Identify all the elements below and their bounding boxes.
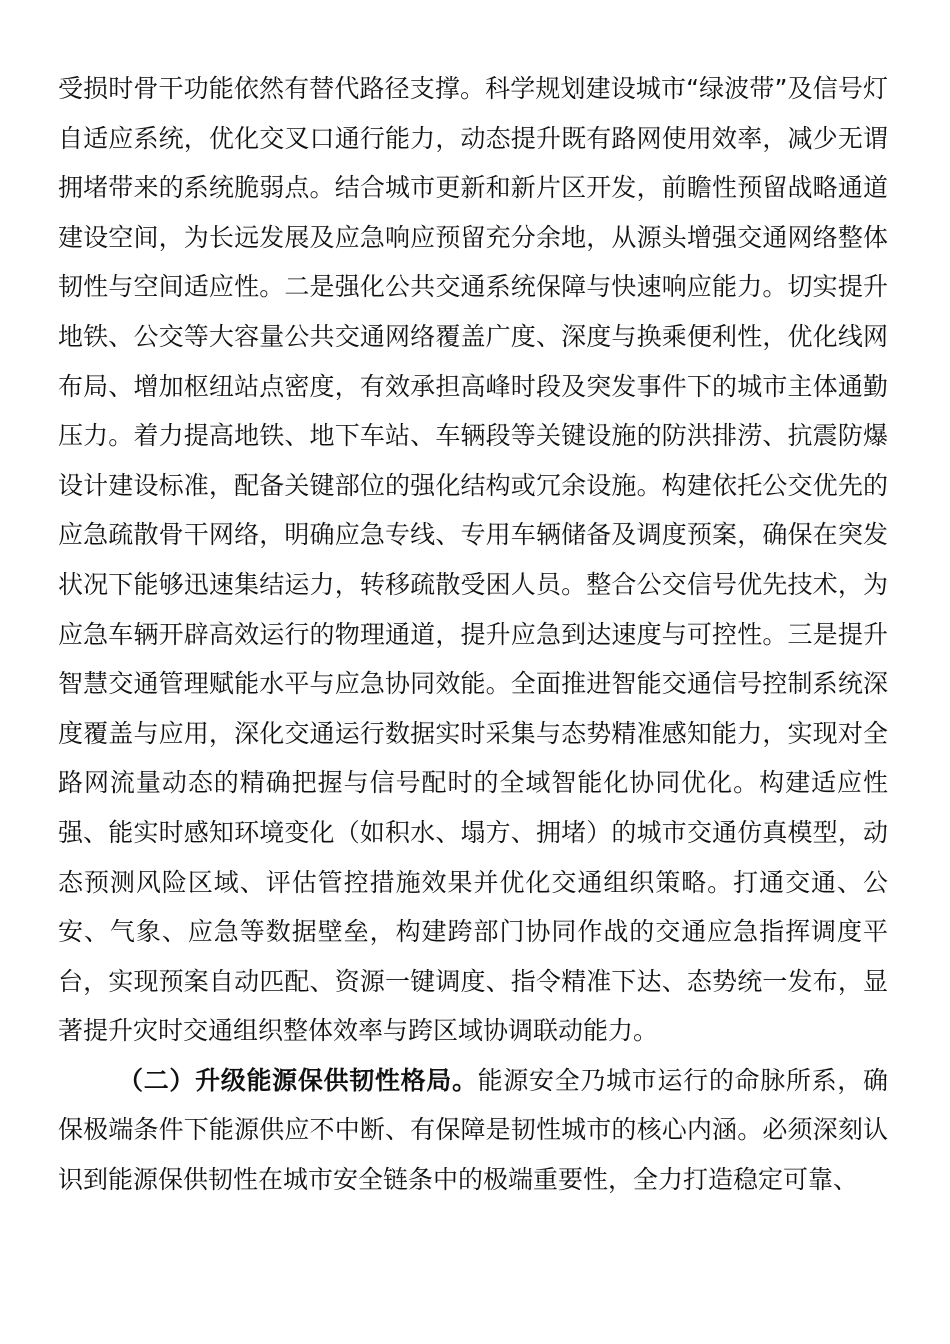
section-heading-energy: （二）升级能源保供韧性格局。 — [118, 1065, 478, 1095]
paragraph-transport-resilience: 受损时骨干功能依然有替代路径支撑。科学规划建设城市“绿波带”及信号灯自适应系统，优化交叉口通行能力，动态提升既有路网使用效率，减少无谓拥堵带来的系统脆弱点。结合城市更新和新片区开发，前瞻性预留战略通道建设空间，为长远发展及应急响应预留充分余地，从源头增强交通网络整体韧性与空间适应性。二是强化公共交通系统保障与快速响应能力。切实提升地铁、公交等大容量公共交通网络覆盖广度、深度与换乘便利性，优化线网布局、增加枢纽站点密度，有效承担高峰时段及突发事件下的城市主体通勤压力。着力提高地铁、地下车站、车辆段等关键设施的防洪排涝、抗震防爆设计建设标准，配备关键部位的强化结构或冗余设施。构建依托公交优先的应急疏散骨干网络，明确应急专线、专用车辆储备及调度预案，确保在突发状况下能够迅速集结运力，转移疏散受困人员。整合公交信号优先技术，为应急车辆开辟高效运行的物理通道，提升应急到达速度与可控性。三是提升智慧交通管理赋能水平与应急协同效能。全面推进智能交通信号控制系统深度覆盖与应用，深化交通运行数据实时采集与态势精准感知能力，实现对全路网流量动态的精确把握与信号配时的全域智能化协同优化。构建适应性强、能实时感知环境变化（如积水、塌方、拥堵）的城市交通仿真模型，动态预测风险区域、评估管控措施效果并优化交通组织策略。打通交通、公安、气象、应急等数据壁垒，构建跨部门协同作战的交通应急指挥调度平台，实现预案自动匹配、资源一键调度、指令精准下达、态势统一发布，显著提升灾时交通组织整体效率与跨区域协调联动能力。 — [58, 74, 889, 1046]
paragraph-energy-body: 能源安全乃城市运行的命脉所系，确保极端条件下能源供应不中断、有保障是韧性城市的核心内涵。必须深刻认识到能源保供韧性在城市安全链条中的极端重要性，全力打造稳定可靠、 — [58, 1065, 888, 1195]
paragraph-energy-supply — [58, 1056, 888, 1205]
document-body — [58, 64, 888, 1205]
